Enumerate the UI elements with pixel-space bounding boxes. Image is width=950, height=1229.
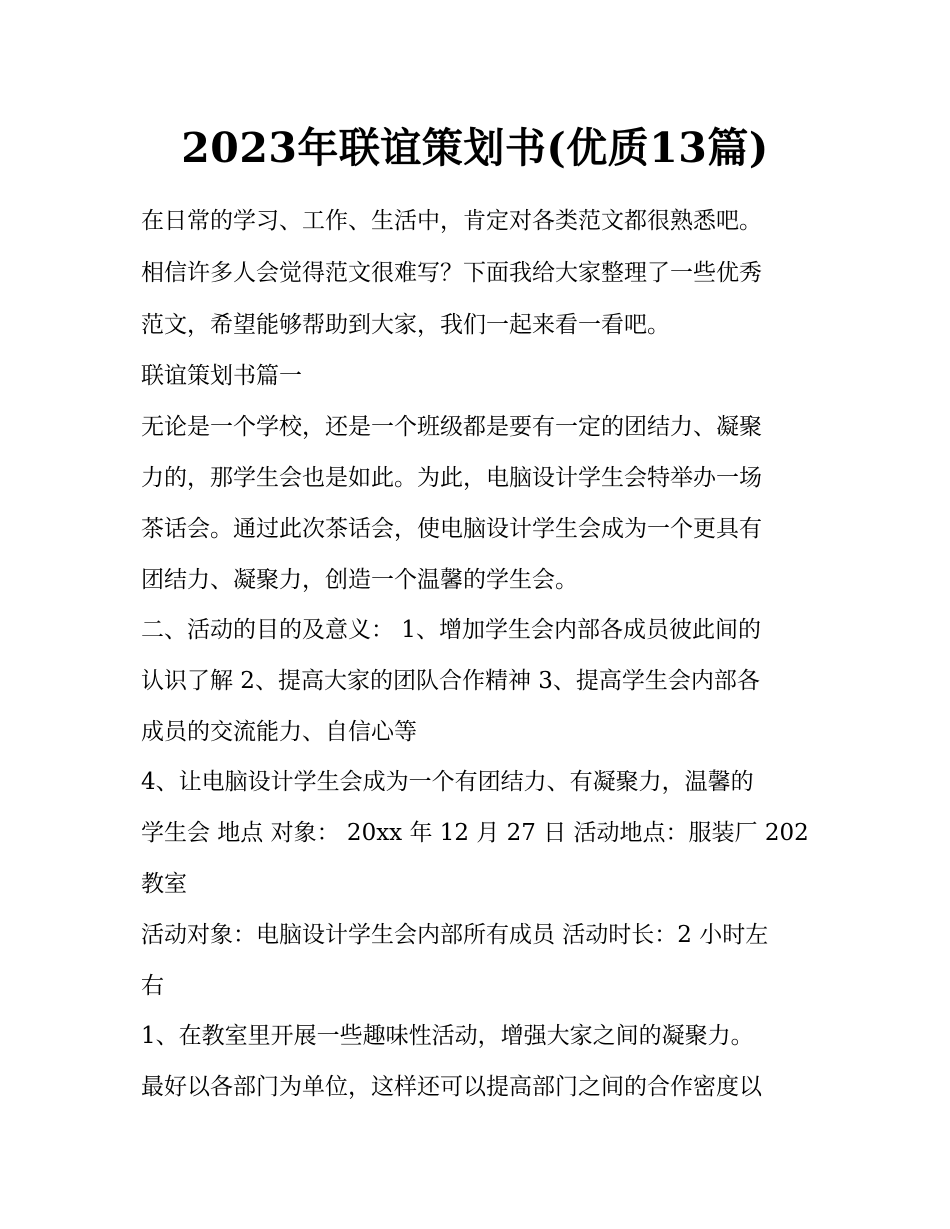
body-line: 无论是一个学校，还是一个班级都是要有一定的团结力、凝聚 [141,414,762,440]
body-line: 活动对象：电脑设计学生会内部所有成员 活动时长：2 小时左 [141,922,769,948]
body-line: 右 [141,973,164,999]
body-line: 二、活动的目的及意义： 1、增加学生会内部各成员彼此间的 [141,617,761,643]
body-line: 范文，希望能够帮助到大家，我们一起来看一看吧。 [141,312,670,338]
body-line: 1、在教室里开展一些趣味性活动，增强大家之间的凝聚力。 [141,1023,754,1049]
body-line: 学生会 地点 对象： 20xx 年 12 月 27 日 活动地点：服装厂 202 [141,820,809,846]
body-line: 成员的交流能力、自信心等 [141,719,417,745]
body-line: 4、让电脑设计学生会成为一个有团结力、有凝聚力，温馨的 [141,769,754,795]
body-line: 相信许多人会觉得范文很难写？下面我给大家整理了一些优秀 [141,260,762,286]
body-line: 茶话会。通过此次茶话会，使电脑设计学生会成为一个更具有 [141,516,762,542]
body-line: 力的，那学生会也是如此。为此，电脑设计学生会特举办一场 [141,465,762,491]
body-line: 在日常的学习、工作、生活中，肯定对各类范文都很熟悉吧。 [141,208,762,234]
body-line: 认识了解 2、提高大家的团队合作精神 3、提高学生会内部各 [141,668,760,694]
body-line: 教室 [141,871,187,897]
section-heading: 联谊策划书篇一 [141,363,302,389]
body-line: 团结力、凝聚力，创造一个温馨的学生会。 [141,567,578,593]
document-title: 2023年联谊策划书(优质13篇) [181,124,769,172]
body-line: 最好以各部门为单位，这样还可以提高部门之间的合作密度以 [141,1074,762,1100]
